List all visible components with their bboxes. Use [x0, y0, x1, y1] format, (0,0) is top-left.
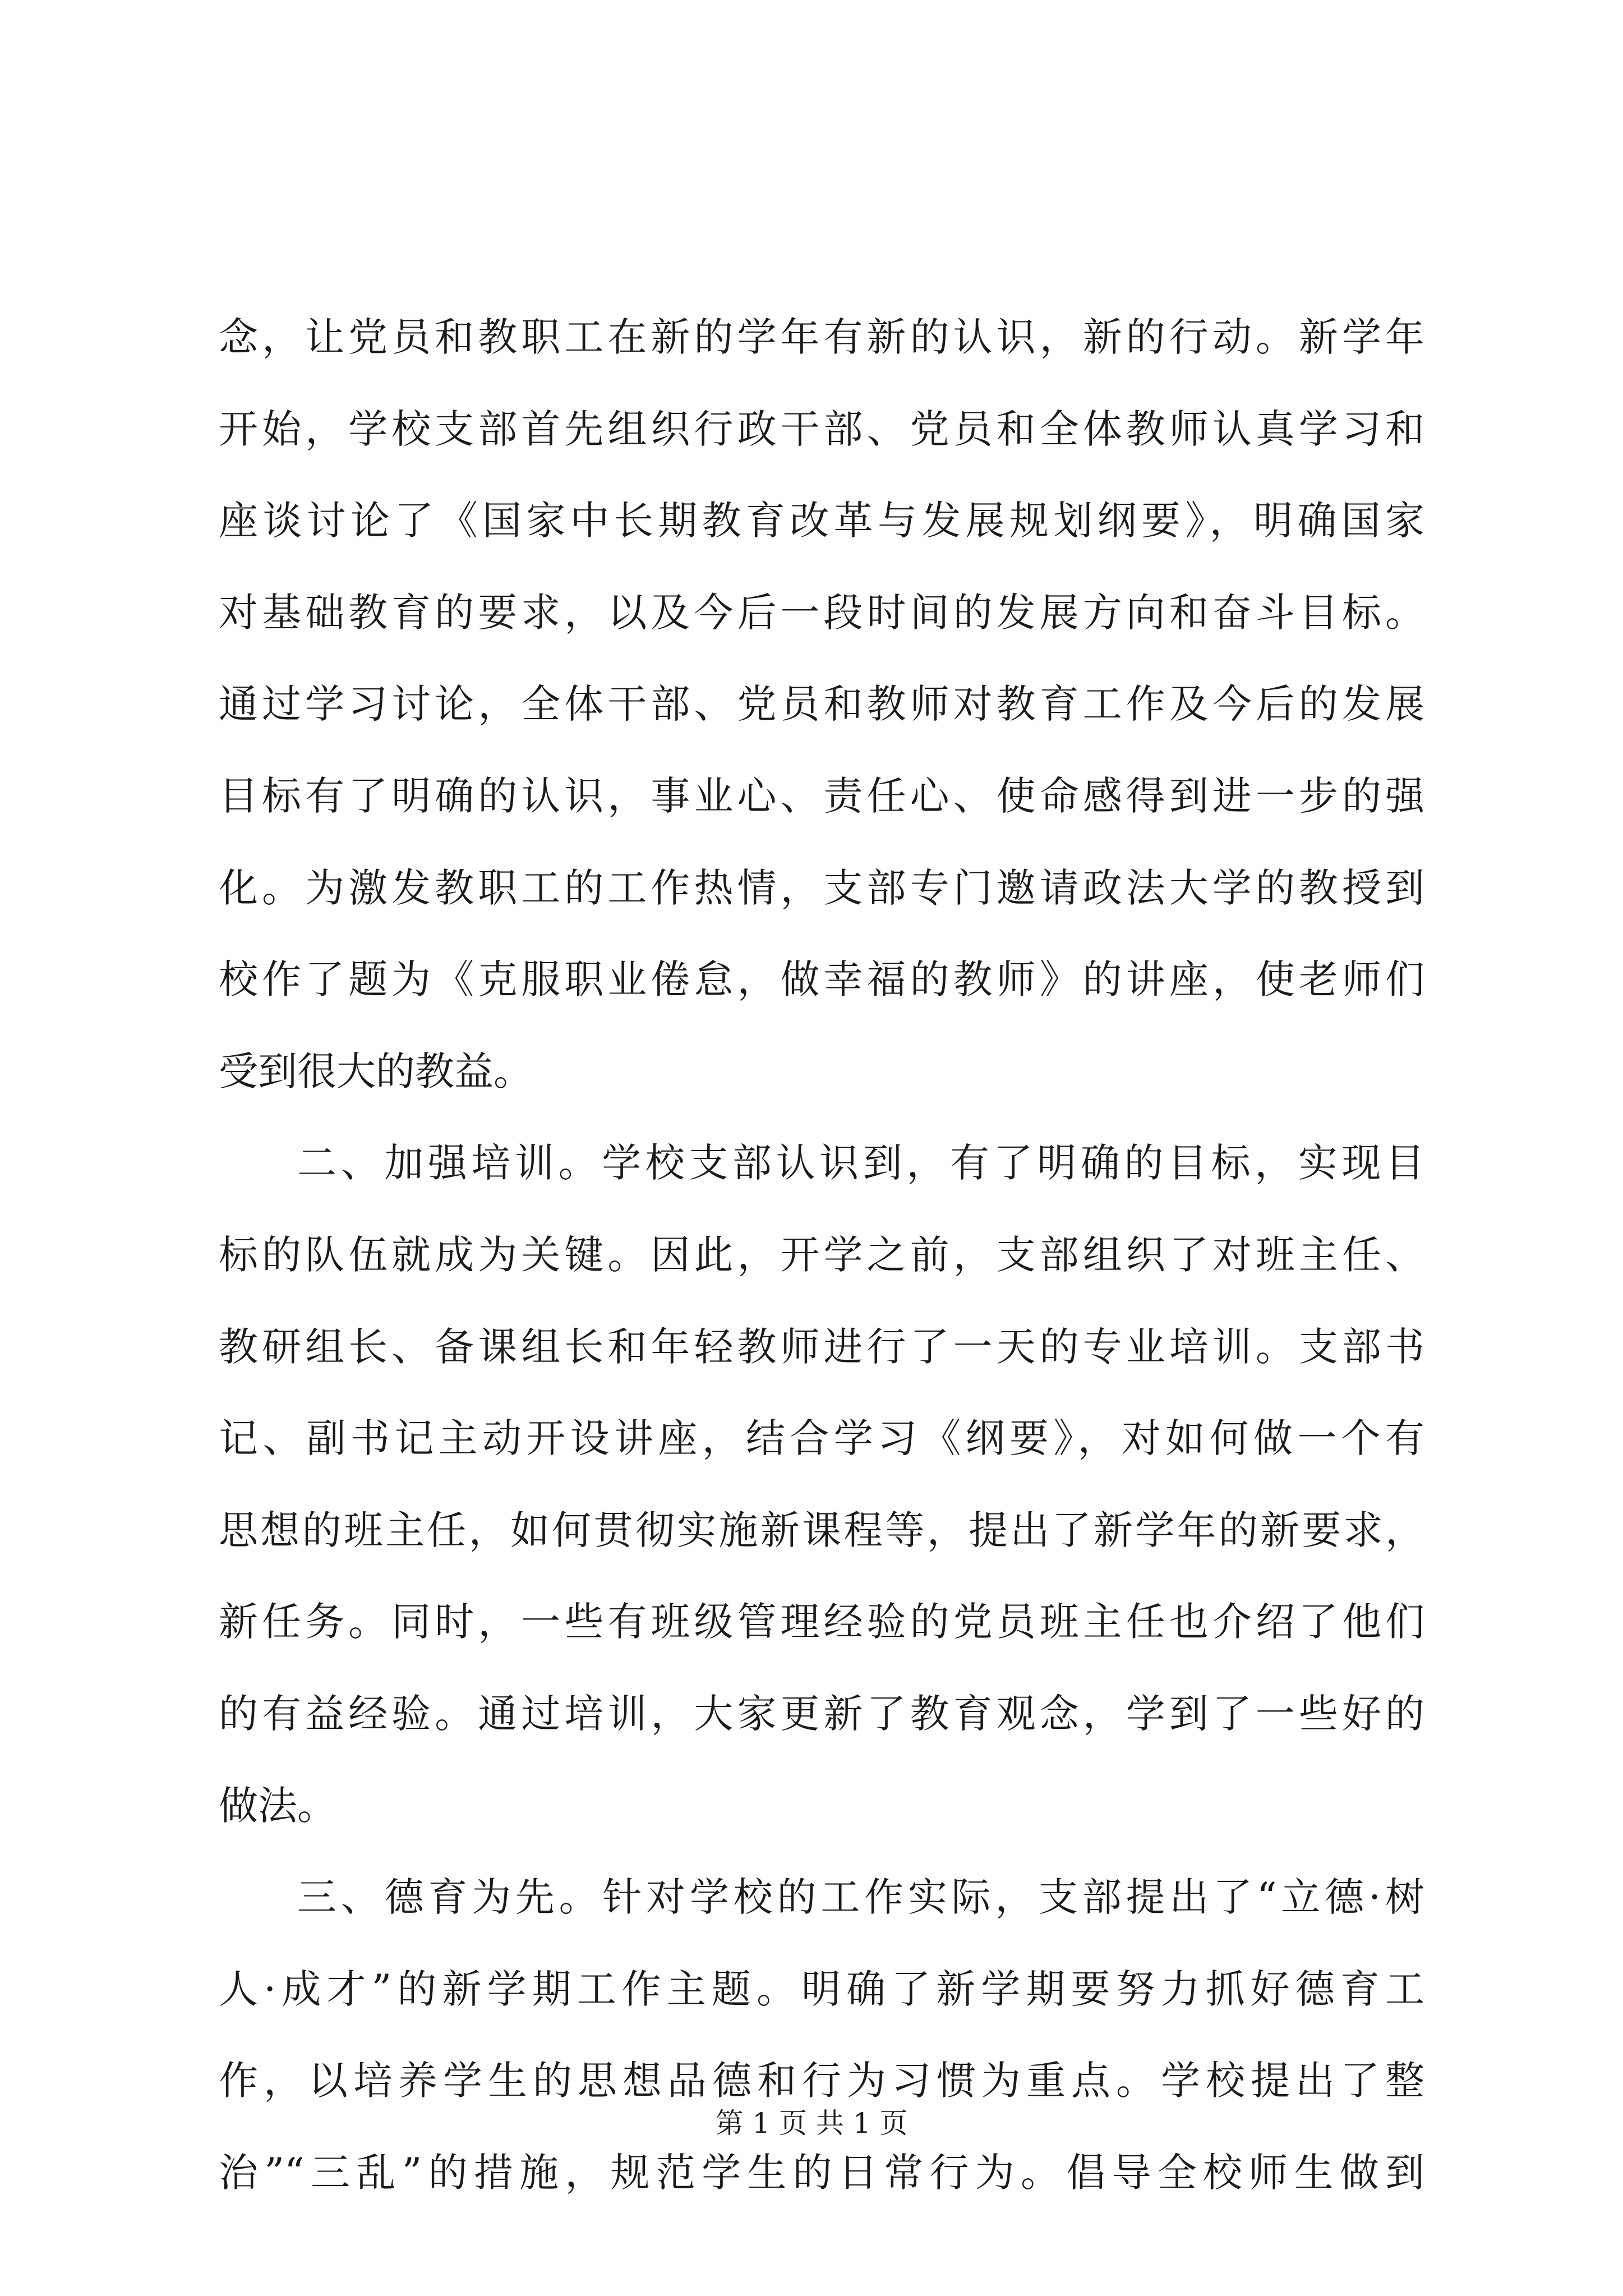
document-body [219, 292, 1424, 2219]
text-line: 的有益经验。通过培训，大家更新了教育观念，学到了一些好的 [219, 1690, 1424, 1737]
text-line: 目标有了明确的认识，事业心、责任心、使命感得到进一步的强 [219, 772, 1424, 819]
text-line: 做法。 [219, 1782, 336, 1829]
text-line: 治”“三乱”的措施，规范学生的日常行为。倡导全校师生做到 [219, 2149, 1424, 2196]
text-line: 通过学习讨论，全体干部、党员和教师对教育工作及今后的发展 [219, 681, 1424, 728]
text-line: 念，让党员和教职工在新的学年有新的认识，新的行动。新学年 [219, 314, 1424, 360]
text-line: 对基础教育的要求，以及今后一段时间的发展方向和奋斗目标。 [219, 589, 1424, 636]
text-line: 新任务。同时，一些有班级管理经验的党员班主任也介绍了他们 [219, 1599, 1424, 1645]
text-line: 座谈讨论了《国家中长期教育改革与发展规划纲要》，明确国家 [219, 498, 1424, 544]
text-line: 二、加强培训。学校支部认识到，有了明确的目标，实现目 [297, 1140, 1424, 1186]
text-line: 作，以培养学生的思想品德和行为习惯为重点。学校提出了整 [219, 2058, 1424, 2104]
text-line: 三、德育为先。针对学校的工作实际，支部提出了“立德·树 [297, 1874, 1424, 1921]
text-line: 开始，学校支部首先组织行政干部、党员和全体教师认真学习和 [219, 406, 1424, 452]
text-line: 化。为激发教职工的工作热情，支部专门邀请政法大学的教授到 [219, 864, 1424, 911]
text-line: 思想的班主任，如何贯彻实施新课程等，提出了新学年的新要求， [219, 1507, 1424, 1553]
text-line: 受到很大的教益。 [219, 1048, 533, 1094]
text-line: 教研组长、备课组长和年轻教师进行了一天的专业培训。支部书 [219, 1323, 1424, 1370]
text-line: 人·成才”的新学期工作主题。明确了新学期要努力抓好德育工 [219, 1966, 1424, 2012]
page-footer: 第 1 页 共 1 页 [715, 2107, 908, 2139]
text-line: 校作了题为《克服职业倦怠，做幸福的教师》的讲座，使老师们 [219, 956, 1424, 1003]
text-line: 记、副书记主动开设讲座，结合学习《纲要》，对如何做一个有 [219, 1415, 1424, 1462]
text-line: 标的队伍就成为关键。因此，开学之前，支部组织了对班主任、 [219, 1231, 1424, 1278]
